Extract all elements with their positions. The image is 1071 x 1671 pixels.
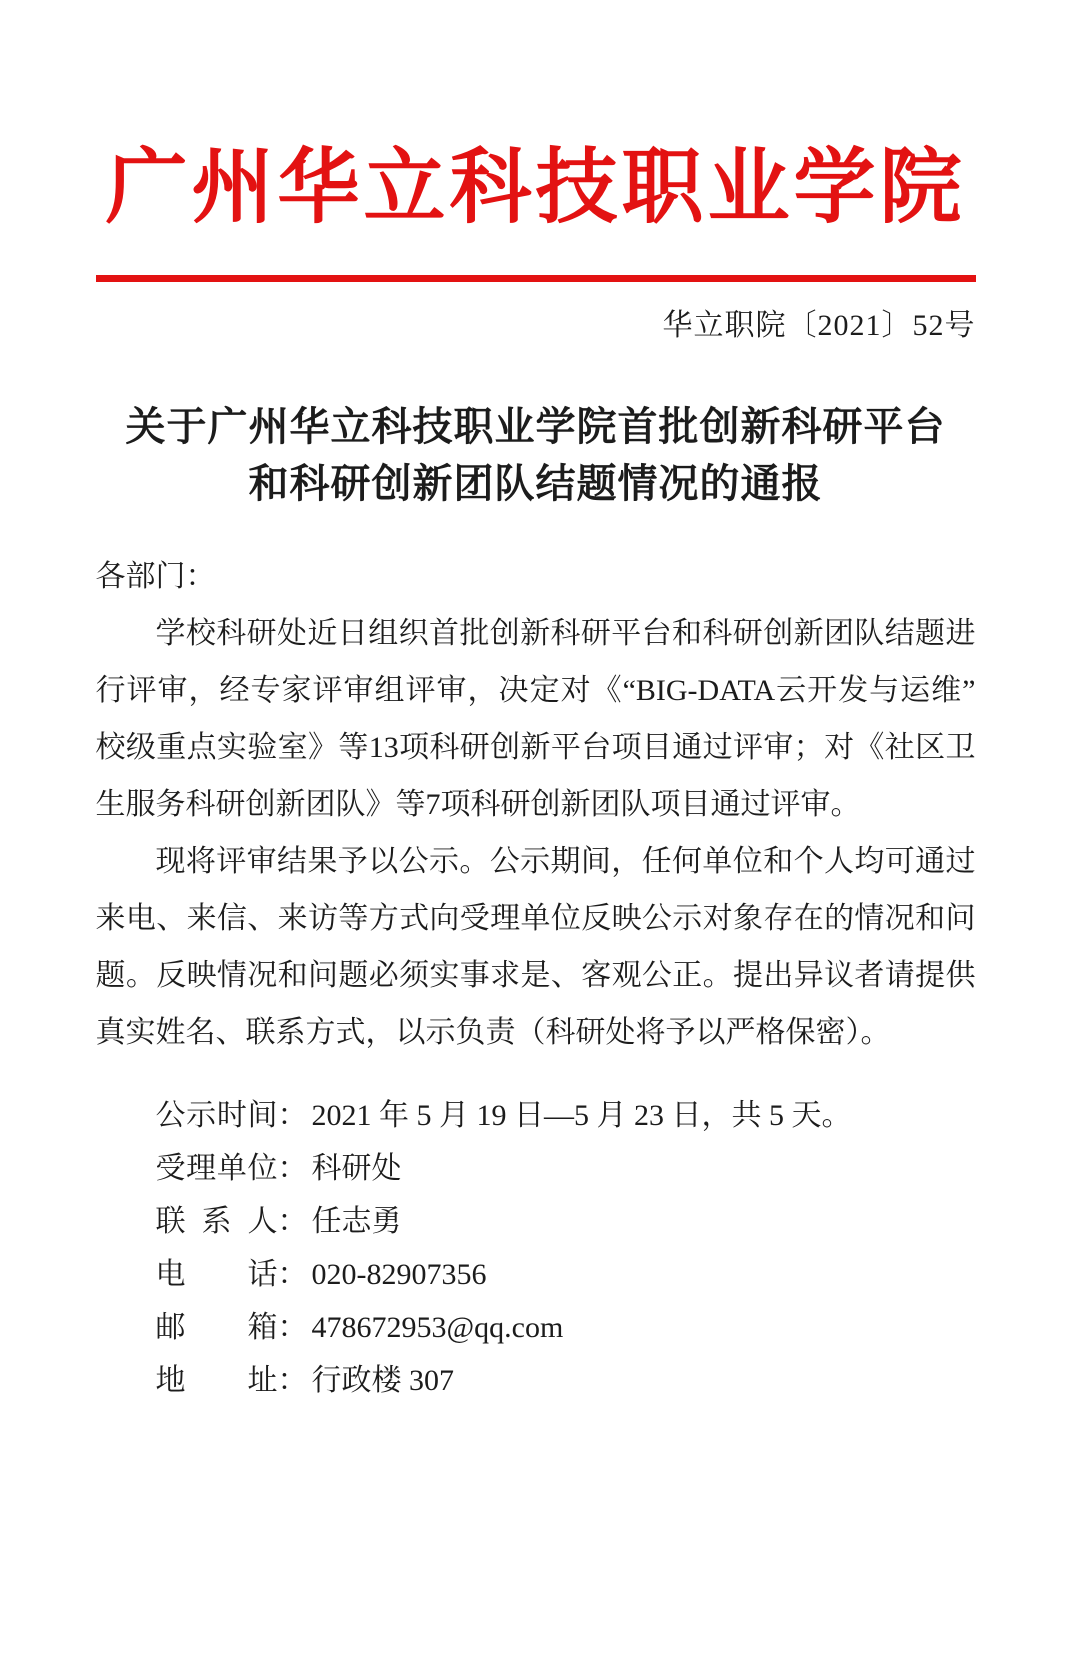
detail-colon: ： [277,1152,308,1185]
red-divider-line [96,275,976,282]
detail-colon: ： [277,1311,308,1344]
detail-colon: ： [277,1258,308,1291]
document-title [96,398,976,512]
document-title-line-1: 关于广州华立科技职业学院首批创新科研平台 [125,404,946,449]
detail-colon: ： [277,1364,308,1397]
detail-row-publicity-period [96,1089,976,1142]
detail-row-phone [96,1248,976,1301]
detail-label: 地址 [155,1364,278,1397]
detail-value: 2021 年 5 月 19 日—5 月 23 日，共 5 天。 [311,1099,852,1132]
body-paragraph-2: 现将评审结果予以公示。公示期间，任何单位和个人均可通过来电、来信、来访等方式向受理单位反映公示对象存在的情况和问题。反映情况和问题必须实事求是、客观公正。提出异议者请提供真实姓名、联系方式，以示负责（科研处将予以严格保密）。 [95,845,976,1049]
document-number: 华立职院〔2021〕52号 [662,309,976,342]
detail-label: 联系人 [155,1205,278,1238]
official-document [95,142,976,1407]
contact-details [96,1089,976,1407]
document-title-line-2: 和科研创新团队结题情况的通报 [248,461,823,506]
organization-name: 广州华立科技职业学院 [105,142,966,233]
detail-colon: ： [277,1099,308,1132]
detail-value: 科研处 [311,1152,402,1185]
detail-colon: ： [277,1205,308,1238]
detail-label: 受理单位 [155,1152,278,1185]
detail-row-contact-person [96,1195,976,1248]
detail-label: 邮箱 [155,1311,278,1344]
detail-label: 电话 [155,1258,278,1291]
detail-row-email [96,1301,976,1354]
salutation: 各部门： [95,560,216,593]
detail-value: 020-82907356 [311,1258,487,1291]
detail-value: 行政楼 307 [311,1364,454,1397]
detail-row-address [96,1354,976,1407]
body-paragraph-1: 学校科研处近日组织首批创新科研平台和科研创新团队结题进行评审，经专家评审组评审，决定对《“BIG-DATA云开发与运维”校级重点实验室》等13项科研创新平台项目通过评审；对《社区卫生服务科研创新团队》等7项科研创新团队项目通过评审。 [95,617,976,821]
detail-row-accepting-unit [96,1142,976,1195]
detail-value: 478672953@qq.com [311,1311,564,1344]
document-body [96,548,976,1061]
detail-value: 任志勇 [311,1205,402,1238]
detail-label: 公示时间 [155,1099,278,1132]
